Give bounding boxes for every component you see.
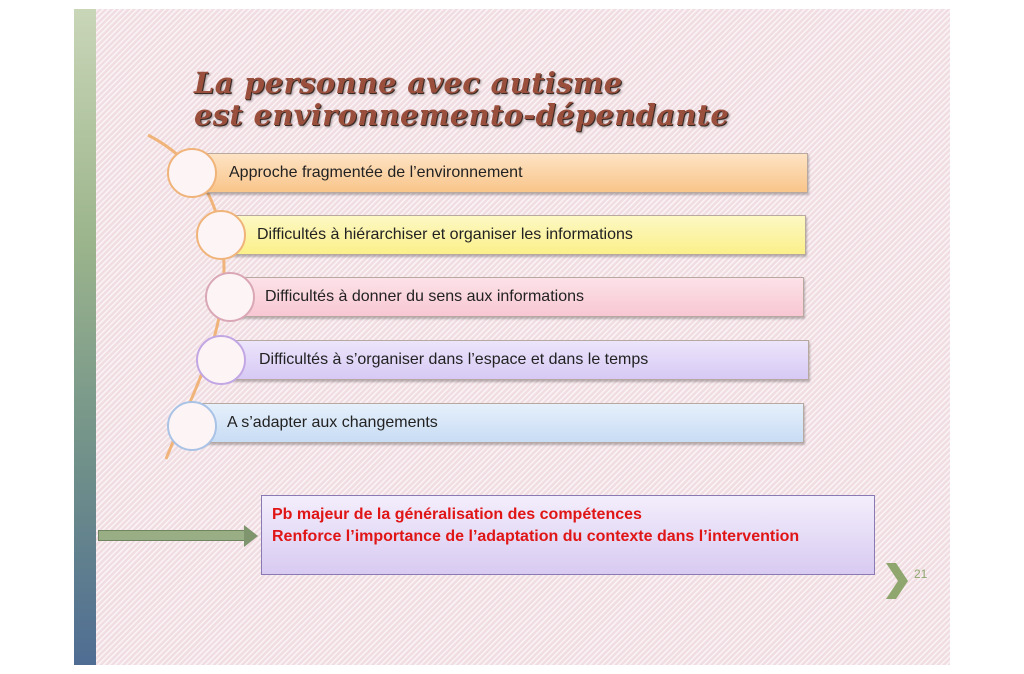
list-bullet-circle-1 bbox=[167, 148, 217, 198]
list-item-3 bbox=[230, 277, 804, 317]
conclusion-line-2: Renforce l’importance de l’adaptation du contexte dans l’intervention bbox=[272, 528, 800, 545]
list-item-label: Approche fragmentée de l’environnement bbox=[229, 164, 523, 181]
arrow-icon-shaft bbox=[98, 530, 246, 541]
slide bbox=[74, 9, 950, 665]
list-item-1 bbox=[194, 153, 808, 193]
list-item-4 bbox=[222, 340, 809, 380]
list-item-label: Difficultés à hiérarchiser et organiser les informations bbox=[257, 226, 633, 243]
list-bullet-circle-4 bbox=[196, 335, 246, 385]
list-bullet-circle-2 bbox=[196, 210, 246, 260]
arrow-right-icon bbox=[244, 525, 258, 547]
title-line-1: La personne avec autisme bbox=[194, 66, 623, 100]
list-item-label: A s’adapter aux changements bbox=[227, 414, 438, 431]
title-line-2: est environnemento-dépendante bbox=[194, 98, 730, 132]
conclusion-box bbox=[261, 495, 875, 575]
list-item-label: Difficultés à donner du sens aux informations bbox=[265, 288, 584, 305]
list-bullet-circle-3 bbox=[205, 272, 255, 322]
list-item-2 bbox=[222, 215, 806, 255]
list-item-label: Difficultés à s’organiser dans l’espace et dans le temps bbox=[259, 351, 649, 368]
conclusion-line-1: Pb majeur de la généralisation des compétences bbox=[272, 506, 642, 523]
page-number: 21 bbox=[914, 567, 928, 581]
chevron-right-icon bbox=[884, 561, 910, 601]
list-bullet-circle-5 bbox=[167, 401, 217, 451]
list-item-5 bbox=[194, 403, 804, 443]
